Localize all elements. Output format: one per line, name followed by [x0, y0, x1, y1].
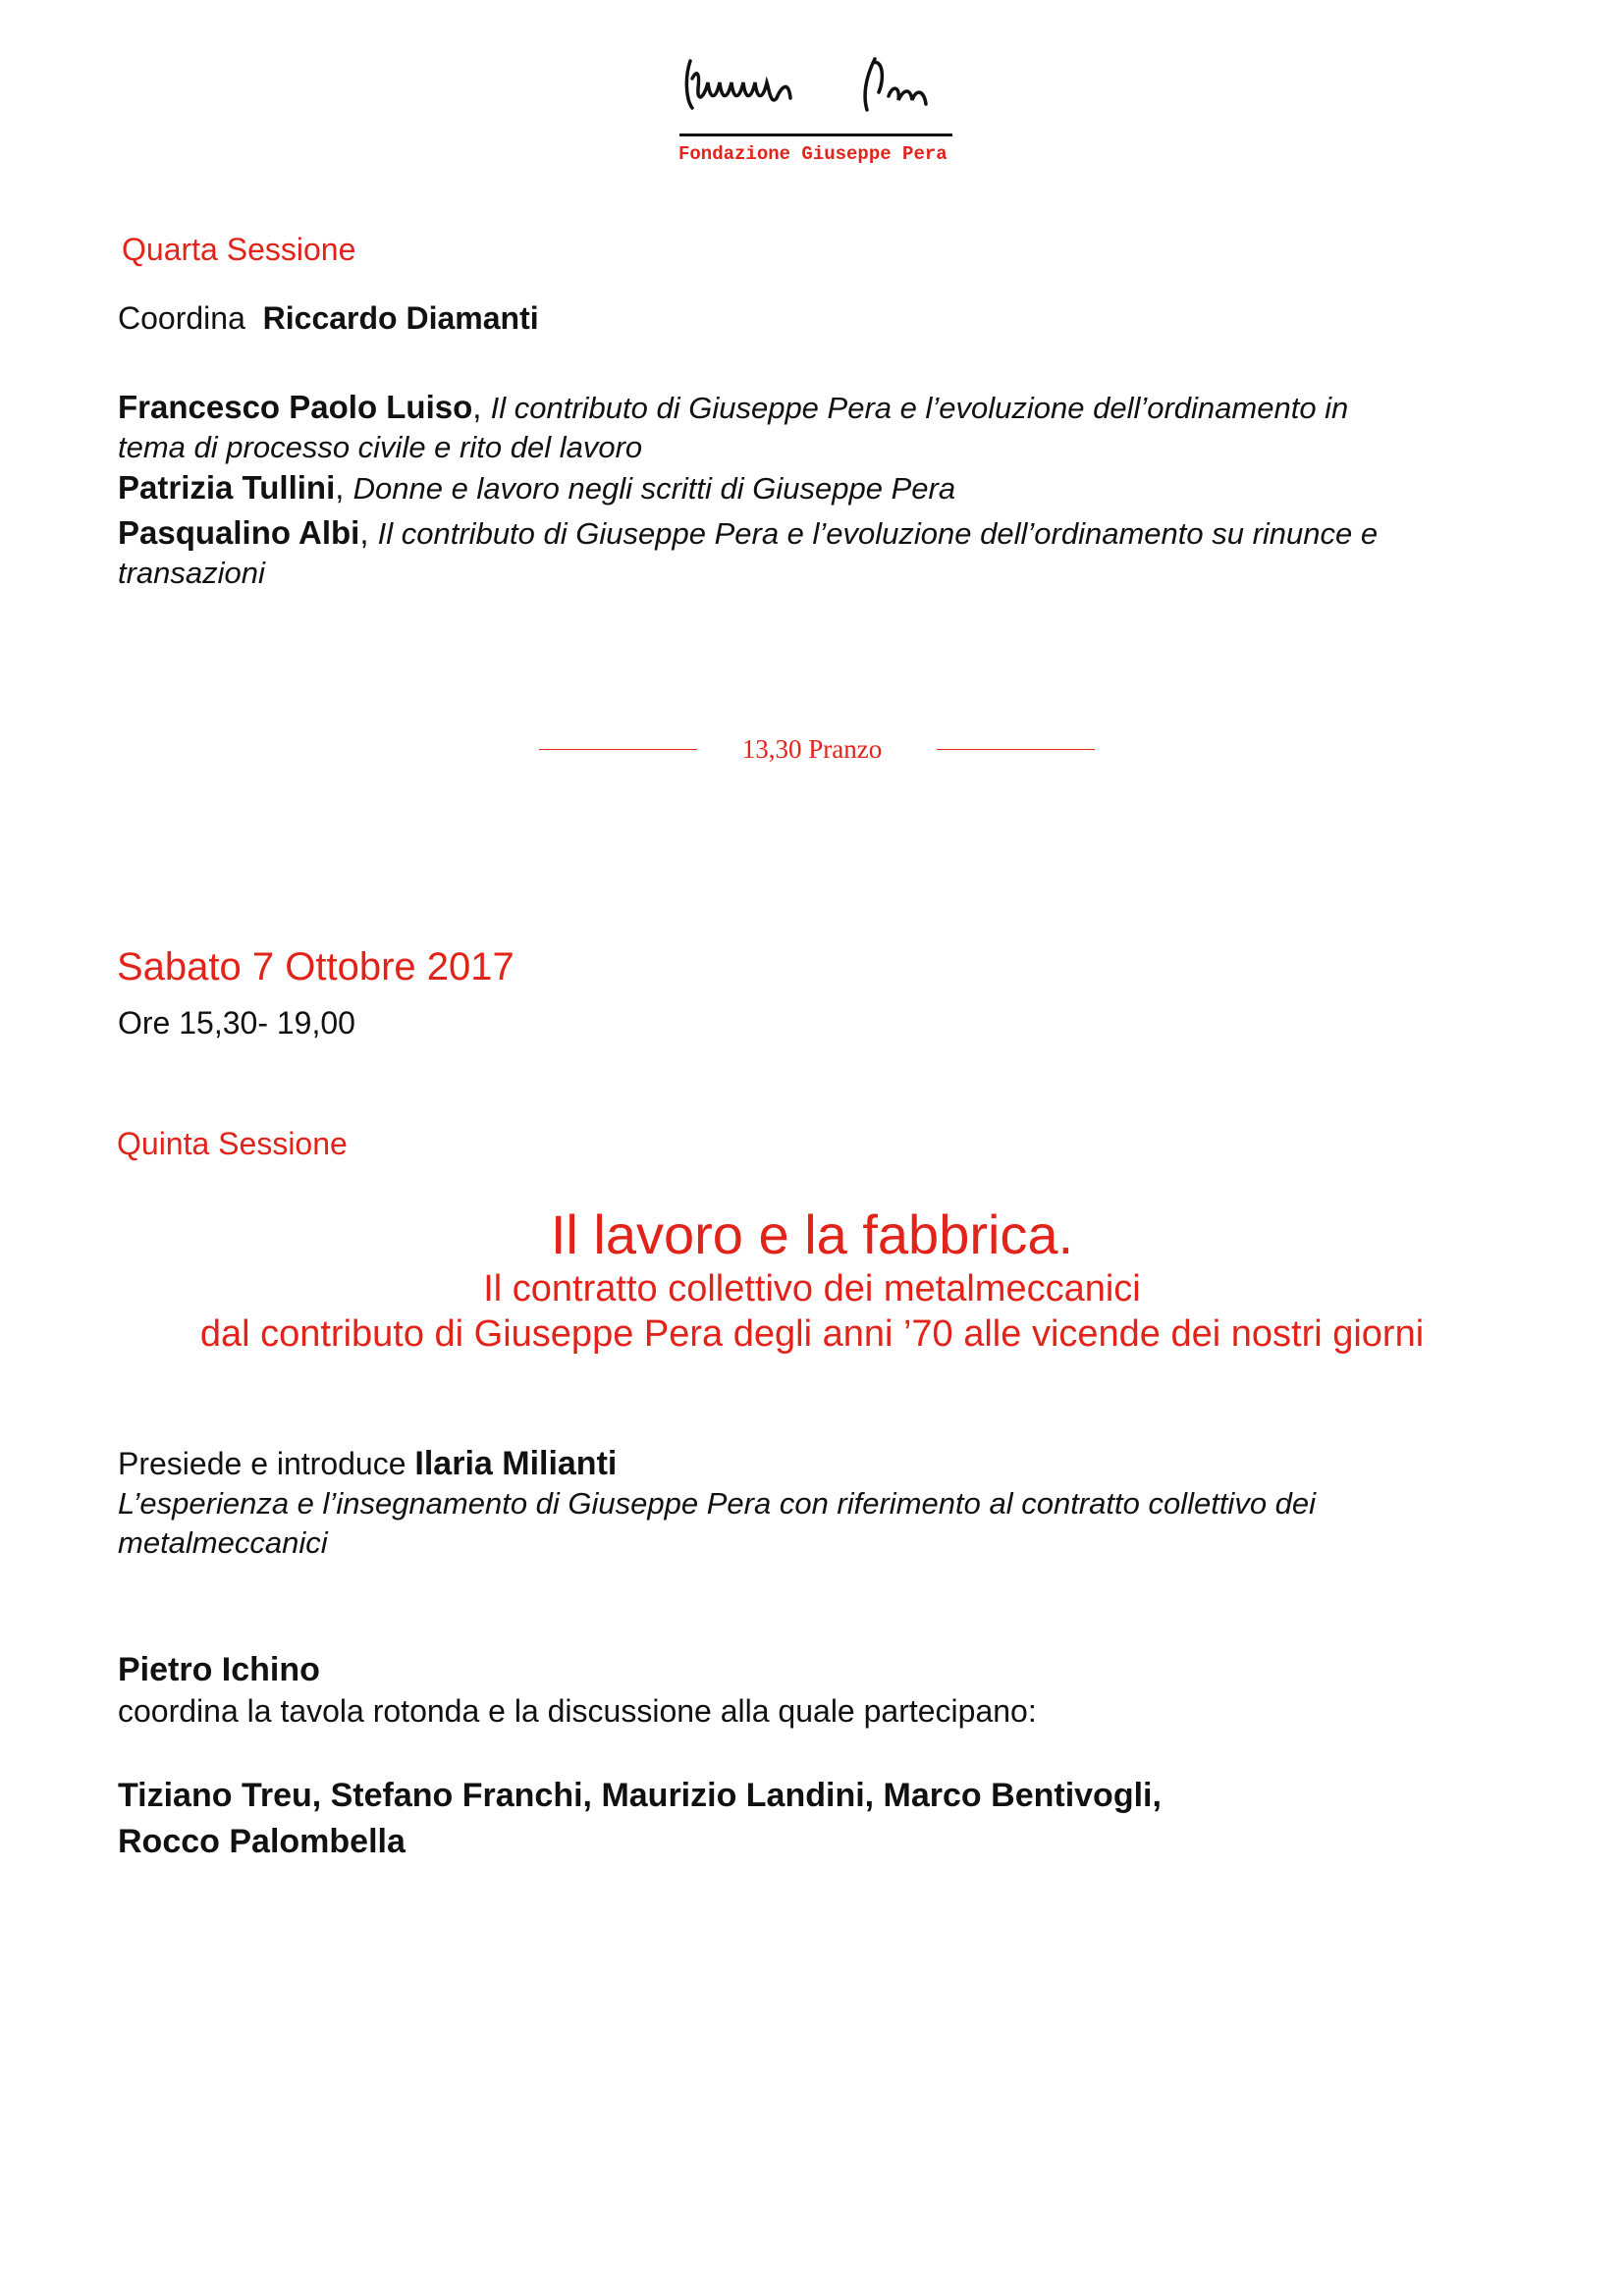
session-title: Quinta Sessione: [117, 1126, 348, 1161]
session-title: Quarta Sessione: [122, 232, 356, 267]
signature-graphic: [682, 49, 957, 128]
day-hours: Ore 15,30- 19,00: [118, 1005, 355, 1041]
talk-item: Francesco Paolo Luiso, Il contributo di Giuseppe Pera e l’evoluzione dell’ordinamento in: [118, 389, 1349, 425]
session-heading: Il lavoro e la fabbrica.: [550, 1203, 1074, 1265]
participants: Tiziano Treu, Stefano Franchi, Maurizio Landini, Marco Bentivogli,: [118, 1777, 1162, 1814]
session-subheading-2: dal contributo di Giuseppe Pera degli anni ’70 alle vicende dei nostri giorni: [199, 1313, 1425, 1355]
lunch-break: 13,30 Pranzo: [741, 734, 883, 764]
speaker-name: Francesco Paolo Luiso: [118, 389, 473, 425]
talk-item: Pasqualino Albi, Il contributo di Giuseppe Pera e l’evoluzione dell’ordinamento su rinunce e: [118, 514, 1379, 551]
logo-rule: [679, 133, 952, 136]
roundtable-description: coordina la tavola rotonda e la discussione alla quale partecipano:: [118, 1693, 1037, 1729]
foundation-name: Fondazione Giuseppe Pera: [678, 143, 947, 165]
chair-talk-cont: metalmeccanici: [118, 1525, 328, 1560]
roundtable-coordinator: Pietro Ichino: [118, 1651, 320, 1688]
coordinator-label: Coordina: [118, 300, 245, 336]
talk-title: Il contributo di Giuseppe Pera e l’evoluzione dell’ordinamento su rinunce e: [377, 516, 1379, 551]
chair-label: Presiede e introduce: [118, 1446, 406, 1481]
day-date: Sabato 7 Ottobre 2017: [117, 945, 514, 988]
coordinator-name: Riccardo Diamanti: [262, 300, 539, 336]
talk-title: Il contributo di Giuseppe Pera e l’evoluzione dell’ordinamento in: [490, 391, 1349, 425]
talk-title: Donne e lavoro negli scritti di Giuseppe Pera: [352, 471, 956, 506]
chair-name: Ilaria Milianti: [414, 1445, 618, 1482]
speaker-name: Patrizia Tullini: [118, 469, 336, 506]
speaker-name: Pasqualino Albi: [118, 514, 360, 551]
divider-right: [937, 749, 1095, 750]
chair-talk: L’esperienza e l’insegnamento di Giuseppe Pera con riferimento al contratto collettivo dei: [118, 1486, 1317, 1521]
participants-cont: Rocco Palombella: [118, 1823, 406, 1860]
coordinator-line: [118, 302, 539, 334]
talk-item: Patrizia Tullini, Donne e lavoro negli scritti di Giuseppe Pera: [118, 469, 956, 506]
session-subheading-1: Il contratto collettivo dei metalmeccanici: [483, 1268, 1141, 1309]
talk-title-cont: transazioni: [118, 556, 265, 590]
chair-line: [118, 1447, 617, 1480]
talk-title-cont: tema di processo civile e rito del lavoro: [118, 430, 643, 464]
